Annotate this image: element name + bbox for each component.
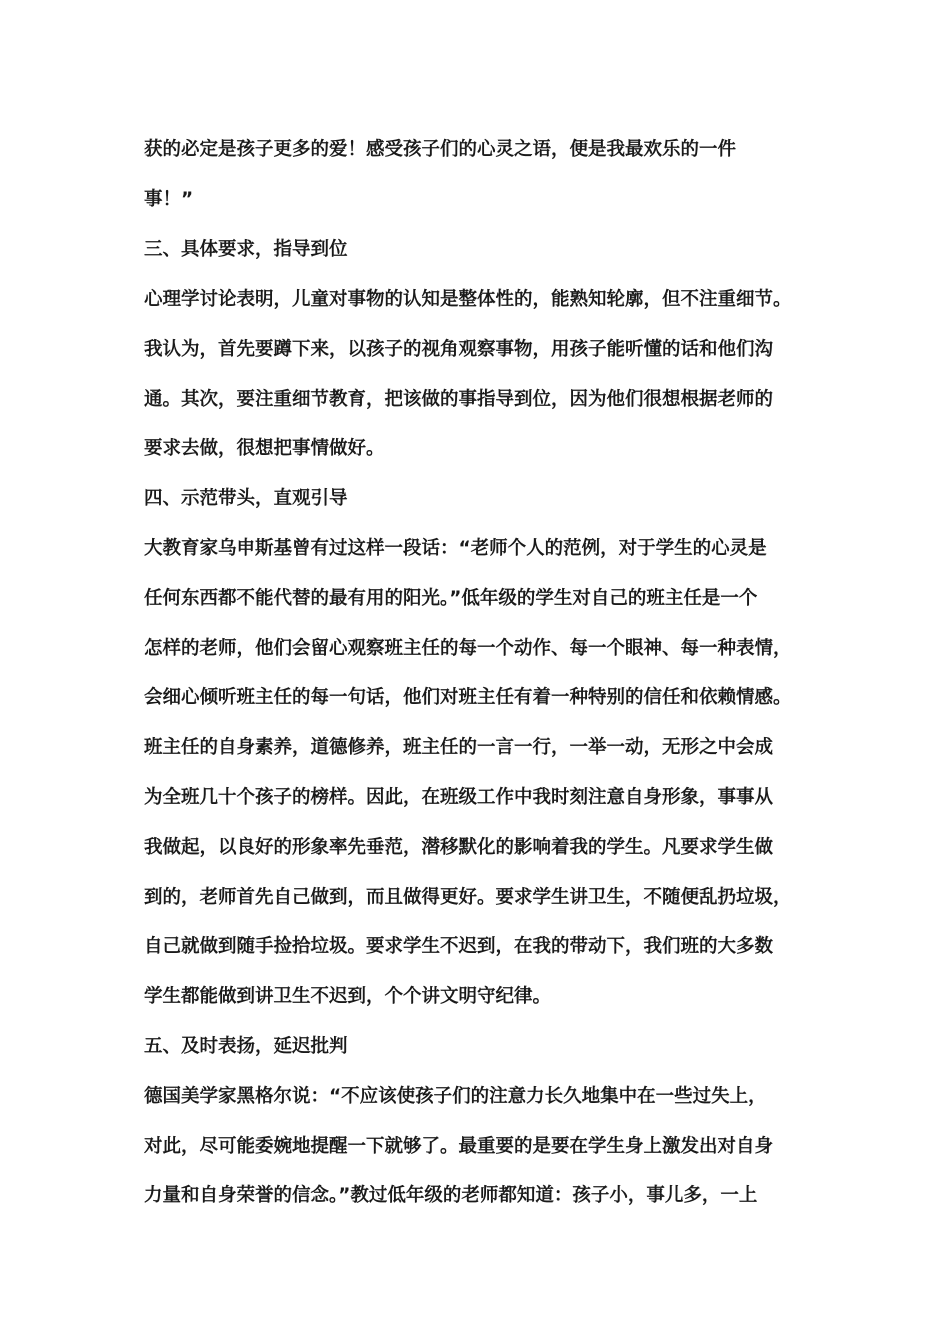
- paragraph-line: 任何东西都不能代替的最有用的阳光。”低年级的学生对自己的班主任是一个: [144, 588, 758, 609]
- section-heading: 四、示范带头，直观引导: [144, 488, 348, 509]
- paragraph-line: 力量和自身荣誉的信念。”教过低年级的老师都知道：孩子小，事儿多，一上: [144, 1185, 758, 1206]
- paragraph-line: 会细心倾听班主任的每一句话，他们对班主任有着一种特别的信任和依赖情感。: [144, 687, 792, 708]
- paragraph-line: 怎样的老师，他们会留心观察班主任的每一个动作、每一个眼神、每一种表情，: [144, 638, 792, 659]
- paragraph-line: 为全班几十个孩子的榜样。因此，在班级工作中我时刻注意自身形象，事事从: [144, 787, 774, 808]
- paragraph-line: 我认为，首先要蹲下来，以孩子的视角观察事物，用孩子能听懂的话和他们沟: [144, 339, 774, 360]
- paragraph-line: 对此，尽可能委婉地提醒一下就够了。最重要的是要在学生身上激发出对自身: [144, 1136, 774, 1157]
- paragraph-line: 心理学讨论表明，儿童对事物的认知是整体性的，能熟知轮廓，但不注重细节。: [144, 289, 792, 310]
- paragraph-line: 自己就做到随手捡拾垃圾。要求学生不迟到，在我的带动下，我们班的大多数: [144, 936, 774, 957]
- paragraph-line: 要求去做，很想把事情做好。: [144, 438, 385, 459]
- paragraph-line: 大教育家乌申斯基曾有过这样一段话：“老师个人的范例，对于学生的心灵是: [144, 538, 767, 559]
- section-heading: 五、及时表扬，延迟批判: [144, 1036, 348, 1057]
- paragraph-line: 通。其次，要注重细节教育，把该做的事指导到位，因为他们很想根据老师的: [144, 389, 774, 410]
- paragraph-line: 德国美学家黑格尔说：“不应该使孩子们的注意力长久地集中在一些过失上，: [144, 1086, 767, 1107]
- section-heading: 三、具体要求，指导到位: [144, 239, 348, 260]
- paragraph-line: 获的必定是孩子更多的爱！感受孩子们的心灵之语，便是我最欢乐的一件: [144, 139, 737, 160]
- paragraph-line: 事！”: [144, 189, 194, 210]
- paragraph-line: 我做起，以良好的形象率先垂范，潜移默化的影响着我的学生。凡要求学生做: [144, 837, 774, 858]
- paragraph-line: 到的，老师首先自己做到，而且做得更好。要求学生讲卫生，不随便乱扔垃圾，: [144, 887, 792, 908]
- paragraph-line: 学生都能做到讲卫生不迟到，个个讲文明守纪律。: [144, 986, 552, 1007]
- paragraph-line: 班主任的自身素养，道德修养，班主任的一言一行，一举一动，无形之中会成: [144, 737, 774, 758]
